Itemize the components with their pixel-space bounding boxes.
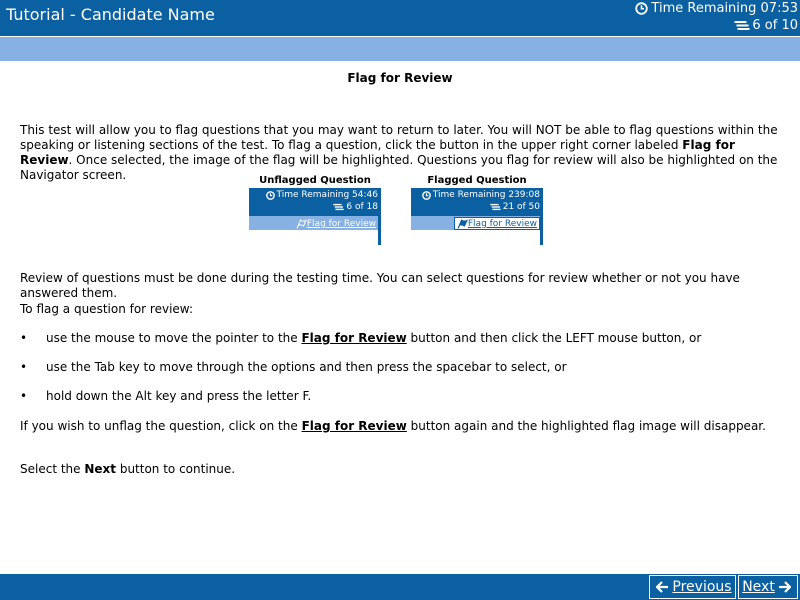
bullet-text: use the Tab key to move through the options and then press the spacebar to select, or [46, 360, 567, 374]
intro-paragraph [20, 123, 780, 183]
bullet-text: hold down the Alt key and press the letter F. [46, 389, 312, 403]
intro-bold: Flag for Review [20, 138, 735, 167]
previous-label: Previous [672, 579, 732, 595]
example-count-text: 21 of 50 [502, 202, 540, 212]
bullet-dot: • [20, 360, 28, 374]
bullet-dot: • [20, 389, 28, 403]
bullet-text-pre: use the mouse to move the pointer to the [46, 331, 302, 345]
review-paragraph: Review of questions must be done during the testing time. You can select questions for review whether or not you have answered them. [20, 271, 740, 300]
arrow-right-icon [778, 581, 791, 593]
toolbar [0, 36, 800, 61]
bullet-dot: • [20, 331, 28, 345]
flagged-example-image [411, 188, 543, 245]
app-title: Tutorial - Candidate Name [6, 5, 215, 24]
example-time [266, 190, 378, 200]
unflag-text-pre: If you wish to unflag the question, click on the [20, 419, 302, 433]
unflagged-caption: Unflagged Question [259, 175, 371, 186]
clock-icon [422, 191, 431, 200]
flagged-example [411, 175, 543, 245]
next-label: Next [742, 579, 775, 595]
flag-filled-icon [457, 219, 468, 229]
footer-bar [0, 574, 800, 600]
example-count [490, 202, 540, 212]
continue-text-pre: Select the [20, 462, 85, 476]
how-to-paragraph: To flag a question for review: [20, 302, 194, 316]
next-button[interactable] [738, 575, 798, 599]
continue-bold: Next [84, 462, 117, 476]
unflagged-example [249, 175, 381, 245]
time-remaining[interactable] [635, 1, 798, 16]
arrow-left-icon [656, 581, 669, 593]
clock-icon [635, 2, 648, 15]
question-counter [734, 18, 798, 33]
unflagged-example-image [249, 188, 381, 245]
bullet-text-post: button and then click the LEFT mouse button, or [406, 331, 702, 345]
time-remaining-text: Time Remaining 07:53 [651, 1, 798, 16]
intro-text-2: . Once selected, the image of the flag will be highlighted. Questions you flag for review will also be highlighted on the Navigator screen. [20, 153, 778, 182]
example-flag-button [294, 217, 378, 230]
previous-button[interactable] [649, 575, 736, 599]
example-time-text: Time Remaining 239:08 [432, 190, 540, 200]
bullet-bold: Flag for Review [301, 331, 407, 345]
clock-icon [266, 191, 275, 200]
question-list-icon [490, 203, 501, 211]
header-bar [0, 0, 800, 36]
intro-text-1: This test will allow you to flag questions that you may want to return to later. You will NOT be able to flag questions within the speaking or listening sections of the test. To flag a question, click the button in the upper right corner labeled [20, 123, 778, 152]
example-flag-button-flagged [454, 217, 540, 230]
question-list-icon [734, 20, 750, 31]
example-flag-label: Flag for Review [306, 218, 376, 229]
main-content [0, 61, 800, 574]
example-time-text: Time Remaining 54:46 [276, 190, 378, 200]
question-counter-text: 6 of 10 [752, 18, 798, 33]
continue-text-post: button to continue. [116, 462, 236, 476]
example-time [422, 190, 540, 200]
flagged-caption: Flagged Question [427, 175, 527, 186]
unflag-bold: Flag for Review [301, 419, 407, 433]
bullet-text [46, 331, 701, 345]
example-count-text: 6 of 18 [346, 202, 378, 212]
page-title: Flag for Review [347, 71, 453, 85]
example-count [333, 202, 378, 212]
continue-paragraph [20, 462, 780, 477]
example-flag-label: Flag for Review [467, 218, 537, 229]
unflag-text-post: button again and the highlighted flag image will disappear. [406, 419, 766, 433]
question-list-icon [333, 203, 344, 211]
flag-outline-icon [296, 219, 307, 229]
unflag-paragraph [20, 419, 780, 434]
